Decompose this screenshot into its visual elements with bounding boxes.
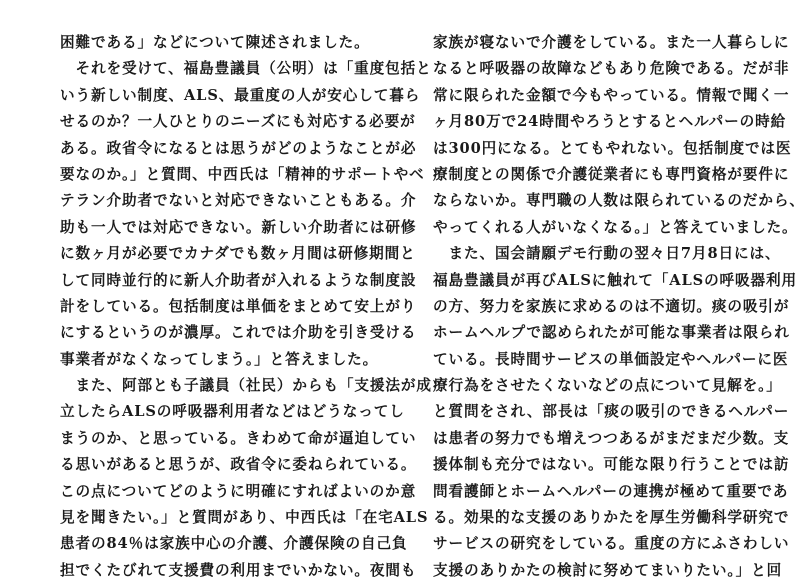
text-column-right (433, 30, 805, 584)
text-line: 困難である」などについて陳述されました。 (60, 34, 370, 51)
text-line: 療行為をさせたくないなどの点について見解を。」 (433, 377, 782, 395)
text-line: は患者の努力でも増えつつあるがまだまだ少数。支 (433, 429, 790, 447)
text-line: 問看護師とホームヘルパーの連携が極めて重要であ (433, 482, 789, 500)
text-column-left (60, 30, 432, 584)
text-line: 支援のありかたの検討に努めてまいりたい。」と回 (433, 561, 783, 579)
text-line: また、国会請願デモ行動の翌々日7月8日には、 (433, 245, 781, 263)
text-line: また、阿部とも子議員（社民）からも「支援法が成 (60, 377, 432, 395)
text-line: に数ヶ月が必要でカナダでも数ヶ月間は研修期間と (60, 245, 416, 263)
text-line: 担でくたびれて支援費の利用までいかない。夜間も (60, 561, 417, 579)
text-line: 福島豊議員が再びALSに触れて「ALSの呼吸器利用 (433, 271, 798, 289)
text-line: の方、努力を家族に求めるのは不適切。痰の吸引が (433, 297, 790, 315)
text-line: ならないか。専門職の人数は限られているのだから、 (433, 192, 805, 210)
text-line: ヶ月80万で24時間やろうとするとヘルパーの時給 (433, 113, 787, 131)
text-line: 助も一人では対応できない。新しい介助者には研修 (60, 218, 417, 236)
text-line: 患者の84％は家族中心の介護、介護保険の自己負 (60, 535, 408, 553)
text-line: 常に限られた金額で今もやっている。情報で聞く一 (433, 86, 790, 104)
text-line: る。効果的な支援のありかたを厚生労働科学研究で (433, 509, 790, 527)
text-line: なると呼吸器の故障などもあり危険である。だが非 (433, 60, 790, 78)
text-line: 援体制も充分ではない。可能な限り行うことでは訪 (433, 456, 790, 474)
text-line: ている。長時間サービスの単価設定やヘルパーに医 (433, 350, 789, 368)
text-line: せるのか？一人ひとりのニーズにも対応する必要が (60, 113, 416, 131)
text-line: 立したらALSの呼吸器利用者などはどうなってし (60, 403, 405, 421)
text-line: 要なのか。」と質問、中西氏は「精神的サポートやベ (60, 165, 425, 183)
text-line: して同時並行的に新人介助者が入れるような制度設 (60, 271, 417, 289)
text-line: ホームヘルプで認められたが可能な事業者は限られ (433, 324, 790, 342)
text-line: それを受けて、福島豊議員（公明）は「重度包括と (60, 60, 432, 78)
text-line: ある。政省令になるとは思うがどのようなことが必 (60, 139, 417, 157)
text-line: サービスの研究をしている。重度の方にふさわしい (433, 535, 790, 553)
text-line: 見を聞きたい。」と質問があり、中西氏は「在宅ALS (60, 509, 429, 527)
text-line: にするというのが濃厚。これでは介助を引き受ける (60, 324, 417, 342)
text-line: 事業者がなくなってしまう。」と答えました。 (60, 350, 379, 368)
text-line: は300円になる。とてもやれない。包括制度では医 (433, 139, 792, 157)
text-line: る思いがあると思うが、政省令に委ねられている。 (60, 456, 417, 474)
text-line: 計をしている。包括制度は単価をまとめて安上がり (60, 297, 417, 315)
text-line: 療制度との関係で介護従業者にも専門資格が要件に (433, 165, 790, 183)
text-line: この点についてどのように明確にすればよいのか意 (60, 482, 417, 500)
text-line: やってくれる人がいなくなる。」と答えていました。 (433, 218, 798, 236)
text-line: いう新しい制度、ALS、最重度の人が安心して暮ら (60, 86, 421, 104)
text-line: テラン介助者でないと対応できないこともある。介 (60, 192, 417, 210)
text-line: と質問をされ、部長は「痰の吸引のできるヘルパー (433, 403, 790, 421)
text-line: 家族が寝ないで介護をしている。また一人暮らしに (433, 34, 790, 51)
text-line: まうのか、と思っている。きわめて命が逼迫してい (60, 429, 417, 447)
